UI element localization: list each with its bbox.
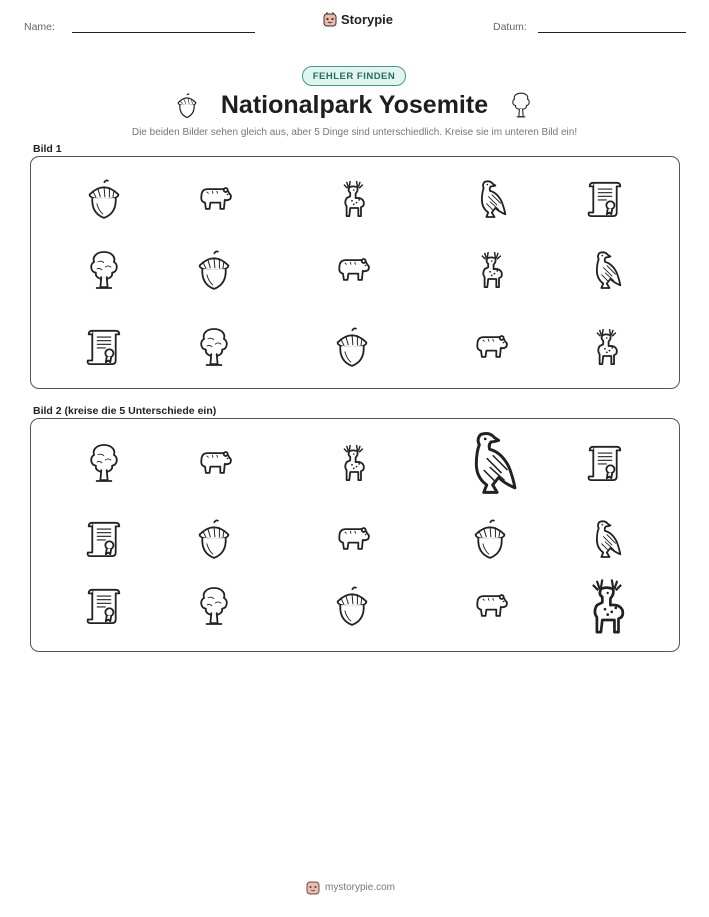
footer (306, 880, 395, 895)
acorn-icon (196, 249, 232, 291)
bear-icon[interactable] (472, 585, 508, 627)
acorn-icon[interactable] (196, 518, 232, 560)
scroll-icon[interactable] (86, 585, 122, 627)
eagle-icon[interactable] (587, 518, 623, 560)
tree-icon[interactable] (196, 585, 232, 627)
acorn-icon (86, 178, 122, 220)
bear-icon (196, 178, 232, 220)
deer-icon[interactable] (578, 575, 632, 638)
date-line[interactable] (538, 32, 686, 33)
bear-icon[interactable] (334, 518, 370, 560)
tree-icon[interactable] (86, 442, 122, 484)
brand-logo: Storypie (323, 12, 393, 27)
instructions: Die beiden Bilder sehen gleich aus, aber 5 Dinge sind unterschiedlich. Kreise sie im unteren Bild ein! (131, 127, 578, 138)
eagle-icon[interactable] (460, 428, 519, 497)
bear-icon[interactable] (196, 442, 232, 484)
picture2-label: Bild 2 (kreise die 5 Unterschiede ein) (33, 405, 217, 417)
tree-icon (196, 326, 232, 368)
deer-icon (472, 249, 508, 291)
scroll-icon (86, 326, 122, 368)
name-line[interactable] (72, 32, 255, 33)
acorn-icon[interactable] (472, 518, 508, 560)
category-badge: FEHLER FINDEN (302, 66, 406, 86)
acorn-icon (334, 326, 370, 368)
name-label: Name: (24, 21, 55, 33)
bear-icon (472, 326, 508, 368)
scroll-icon[interactable] (587, 442, 623, 484)
footer-url: mystorypie.com (325, 882, 396, 893)
eagle-icon (587, 249, 623, 291)
acorn-icon[interactable] (334, 585, 370, 627)
deer-icon (334, 178, 370, 220)
storypie-mascot-icon (306, 880, 320, 895)
scroll-icon (587, 178, 623, 220)
scroll-icon[interactable] (86, 518, 122, 560)
title-tree-icon (510, 91, 532, 124)
deer-icon (587, 326, 623, 368)
date-label: Datum: (493, 21, 527, 33)
tree-icon (86, 249, 122, 291)
storypie-mascot-icon (323, 12, 337, 27)
deer-icon[interactable] (334, 442, 370, 484)
page-title: Nationalpark Yosemite (220, 91, 489, 119)
bear-icon (334, 249, 370, 291)
eagle-icon (472, 178, 508, 220)
picture1-label: Bild 1 (33, 143, 62, 155)
